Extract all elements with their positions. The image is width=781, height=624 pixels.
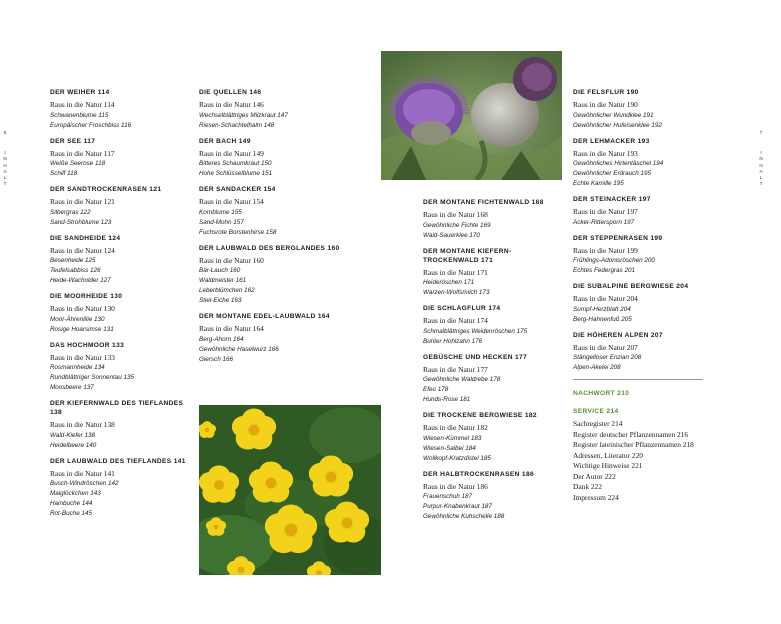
toc-section (50, 234, 190, 287)
nature-entry: Raus in die Natur 160 (199, 255, 264, 265)
side-label-letter: L (759, 175, 763, 181)
section-heading: GEBÜSCHE UND HECKEN 177 (423, 353, 528, 361)
side-label-letter: H (759, 162, 763, 168)
section-heading: DIE MOORHEIDE 130 (50, 293, 123, 300)
species-entry: Hainbuche 144 (50, 500, 93, 507)
species-entry: Berg-Hahnenfuß 205 (573, 315, 632, 323)
species-entry: Besenheide 125 (50, 257, 96, 264)
section-heading: DER SEE 117 (50, 137, 96, 145)
species-entry: Heidelbeere 140 (50, 441, 97, 449)
toc-section (50, 292, 190, 335)
species-entry: Echte Kamille 195 (573, 180, 624, 187)
nature-entry: Raus in die Natur 114 (50, 100, 115, 109)
nature-entry: Raus in die Natur 133 (50, 352, 115, 362)
species-entry: Gewöhnliches Hirtentäschel 194 (573, 160, 664, 167)
side-label-left (2, 150, 8, 188)
toc-section (50, 88, 190, 131)
section-heading: DER MONTANE FICHTENWALD 168 (423, 199, 544, 206)
toc-section (573, 282, 723, 325)
nature-entry: Raus in die Natur 204 (573, 294, 638, 303)
section-heading: DER STEINACKER 197 (573, 196, 651, 203)
section-heading: DIE SUBALPINE BERGWIESE 204 (573, 283, 689, 290)
species-entry: Rundblättriger Sonnentau 135 (50, 374, 135, 381)
side-label-letter: T (3, 181, 7, 187)
species-entry: Wald-Sauerklee 170 (423, 231, 480, 239)
side-label-letter: H (3, 162, 7, 168)
toc-section (199, 88, 349, 131)
species-entry: Schilf 118 (50, 170, 78, 177)
service-entry: Adressen, Literatur 220 (573, 450, 643, 460)
toc-section (50, 137, 190, 180)
side-label-letter: N (3, 156, 7, 162)
toc-section (50, 399, 190, 451)
species-entry: Bär-Lauch 160 (199, 267, 241, 274)
species-entry: Acker-Rittersporn 197 (573, 218, 635, 226)
species-entry: Schmalblättriges Weidenröschen 175 (423, 327, 528, 335)
species-entry: Rosige Hoarsimse 131 (50, 325, 114, 333)
toc-section (50, 341, 190, 394)
section-heading: DIE HÖHEREN ALPEN 207 (573, 331, 663, 339)
nature-entry: Raus in die Natur 171 (423, 267, 488, 277)
side-label-right (758, 150, 764, 188)
species-entry: Teufelsabbiss 126 (50, 267, 101, 274)
species-entry: Gewöhnlicher Hufeisenklee 192 (573, 121, 662, 129)
species-entry: Alpen-Akelei 208 (573, 364, 621, 371)
species-entry: Bunter Hohlzahn 176 (423, 337, 483, 345)
species-entry: Sumpf-Herzblatt 204 (573, 305, 631, 313)
page-number-left: 6 (3, 130, 7, 135)
nature-entry: Raus in die Natur 121 (50, 197, 115, 206)
section-heading: DIE QUELLEN 146 (199, 89, 262, 96)
service-entry: Der Autor 222 (573, 471, 616, 481)
species-entry: Hunds-Rose 181 (423, 396, 471, 403)
toc-section (423, 353, 563, 406)
toc-section (573, 331, 723, 374)
nature-entry: Raus in die Natur 174 (423, 316, 488, 325)
side-label-letter: T (759, 181, 763, 187)
species-entry: Maiglöckchen 143 (50, 490, 101, 497)
toc-section (199, 137, 349, 180)
section-heading: DER STEPPENRASEN 199 (573, 234, 663, 242)
nature-entry: Raus in die Natur 154 (199, 197, 264, 206)
species-entry: Sand-Strohblume 123 (50, 218, 112, 226)
section-heading: DER LEHMACKER 193 (573, 137, 650, 145)
toc-section (199, 185, 349, 238)
species-entry: Gewöhnliche Waldrebe 178 (423, 376, 501, 383)
species-entry: Waldmeister 161 (199, 277, 247, 284)
toc-section (573, 195, 723, 228)
service-entry: Sachregister 214 (573, 419, 623, 428)
section-heading: DER BACH 149 (199, 137, 251, 145)
species-entry: Fuchsrote Borstenhirse 158 (199, 228, 277, 236)
nature-entry: Raus in die Natur 199 (573, 245, 638, 255)
species-entry: Weiße Seerose 118 (50, 160, 106, 167)
section-heading: DER SANDTROCKENRASEN 121 (50, 186, 162, 193)
section-heading: DIE SCHLAGFLUR 174 (423, 305, 501, 312)
species-entry: Moor-Ährenlilie 130 (50, 315, 105, 323)
nature-entry: Raus in die Natur 168 (423, 210, 488, 219)
species-entry: Wechselblättriges Milzkraut 147 (199, 111, 288, 119)
nature-entry: Raus in die Natur 190 (573, 100, 638, 109)
species-entry: Stiel-Eiche 163 (199, 297, 242, 304)
species-entry: Berg-Ahorn 164 (199, 335, 244, 343)
species-entry: Rosmarinheide 134 (50, 364, 105, 371)
species-entry: Giersch 166 (199, 355, 233, 363)
species-entry: Wiesen-Salbei 184 (423, 444, 476, 452)
nature-entry: Raus in die Natur 197 (573, 207, 638, 216)
toc-section (423, 247, 563, 299)
nature-entry: Raus in die Natur 177 (423, 364, 488, 374)
species-entry: Hohe Schlüsselblume 151 (199, 170, 273, 177)
side-label-letter: A (3, 168, 7, 174)
nature-entry: Raus in die Natur 141 (50, 468, 115, 478)
nature-entry: Raus in die Natur 182 (423, 423, 488, 432)
toc-section (50, 457, 190, 520)
species-entry: Leberblümchen 162 (199, 287, 255, 294)
species-entry: Frauenschuh 187 (423, 493, 473, 500)
side-label-letter: A (759, 168, 763, 174)
toc-column-3 (423, 198, 563, 528)
toc-section (573, 137, 723, 190)
species-entry: Echtes Federgras 201 (573, 267, 635, 274)
nature-entry: Raus in die Natur 124 (50, 245, 115, 255)
service-entry: Register deutscher Pflanzennamen 216 (573, 429, 689, 439)
nature-entry: Raus in die Natur 149 (199, 148, 264, 158)
nature-entry: Raus in die Natur 130 (50, 304, 115, 313)
species-entry: Heide-Wacholder 127 (50, 277, 111, 284)
service-entry: Dank 222 (573, 482, 602, 491)
section-heading: DER MONTANE EDEL-LAUBWALD 164 (199, 313, 330, 320)
side-label-letter: I (4, 150, 6, 155)
section-heading: DIE TROCKENE BERGWIESE 182 (423, 412, 537, 419)
nature-entry: Raus in die Natur 117 (50, 148, 115, 158)
nature-entry: Raus in die Natur 186 (423, 481, 488, 491)
toc-column-4 (573, 88, 723, 509)
species-entry: Gewöhnliche Kuhschelle 188 (423, 513, 505, 520)
species-entry: Wald-Kiefer 138 (50, 431, 96, 439)
species-entry: Wiesen-Kümmel 183 (423, 434, 482, 442)
nature-entry: Raus in die Natur 146 (199, 100, 264, 109)
toc-section (573, 234, 723, 277)
nature-entry: Raus in die Natur 164 (199, 324, 264, 333)
section-heading: DIE FELSFLUR 190 (573, 89, 639, 96)
toc-section (423, 198, 563, 241)
nature-entry: Raus in die Natur 138 (50, 420, 115, 429)
divider-rule (573, 379, 703, 380)
toc-section (423, 411, 563, 464)
species-entry: Purpur-Knabenkraut 187 (423, 503, 492, 510)
toc-section (199, 312, 349, 365)
section-heading: DER WEIHER 114 (50, 89, 110, 96)
toc-section (573, 88, 723, 131)
service-entry: Register lateinischer Pflanzennamen 218 (573, 440, 694, 449)
species-entry: Stängelloser Enzian 208 (573, 354, 642, 361)
nature-entry: Raus in die Natur 207 (573, 342, 638, 352)
section-heading: DER HALBTROCKENRASEN 186 (423, 470, 534, 478)
species-entry: Gewöhnliche Fichte 169 (423, 221, 491, 229)
nachwort-heading: NACHWORT 210 (573, 390, 630, 397)
section-heading: DER MONTANE KIEFERN-TROCKENWALD 171 (423, 247, 512, 264)
species-entry: Bitteres Schaumkraut 150 (199, 160, 272, 167)
page-number-right: 7 (759, 130, 763, 135)
section-heading: DAS HOCHMOOR 133 (50, 341, 125, 349)
species-entry: Gewöhnlicher Erdrauch 195 (573, 170, 652, 177)
toc-column-1 (50, 88, 190, 525)
section-heading: DER LAUBWALD DES TIEFLANDES 141 (50, 457, 186, 465)
toc-section (50, 185, 190, 228)
species-entry: Riesen-Schachtelhalm 148 (199, 121, 275, 129)
toc-section (423, 470, 563, 523)
species-entry: Silbergras 122 (50, 208, 91, 216)
toc-section (423, 304, 563, 347)
species-entry: Gewöhnliche Haselwurz 166 (199, 345, 279, 353)
section-heading: DIE SANDHEIDE 124 (50, 234, 121, 242)
species-entry: Efeu 178 (423, 386, 449, 393)
side-label-letter: L (3, 175, 7, 181)
service-heading: SERVICE 214 (573, 408, 619, 415)
species-entry: Europäischer Froschbiss 116 (50, 121, 132, 129)
species-entry: Frühlings-Adonisröschen 200 (573, 257, 655, 264)
thistle-photo (381, 51, 562, 180)
marsh-marigold-photo (199, 405, 381, 575)
section-heading: DER KIEFERNWALD DES TIEFLANDES 138 (50, 400, 184, 416)
side-label-letter: I (760, 150, 762, 155)
species-entry: Moosbeere 137 (50, 384, 94, 391)
section-heading: DER SANDACKER 154 (199, 186, 276, 193)
toc-column-2 (199, 88, 349, 371)
side-label-letter: N (759, 156, 763, 162)
species-entry: Warzen-Wolfsmilch 173 (423, 289, 490, 296)
section-heading: DER LAUBWALD DES BERGLANDES 160 (199, 244, 340, 252)
species-entry: Gewöhnlicher Wundklee 191 (573, 111, 654, 119)
species-entry: Kornblume 155 (199, 208, 242, 216)
service-entry: Impressum 224 (573, 492, 619, 502)
toc-section (199, 244, 349, 307)
species-entry: Wollkopf-Kratzdistel 185 (423, 454, 491, 462)
species-entry: Heideröschen 171 (423, 279, 475, 286)
species-entry: Rot-Buche 145 (50, 510, 93, 517)
nature-entry: Raus in die Natur 193 (573, 148, 638, 158)
species-entry: Busch-Windröschen 142 (50, 480, 119, 487)
species-entry: Sand-Mohn 157 (199, 218, 244, 226)
service-entry: Wichtige Hinweise 221 (573, 461, 643, 470)
species-entry: Schwanenblume 115 (50, 111, 109, 119)
